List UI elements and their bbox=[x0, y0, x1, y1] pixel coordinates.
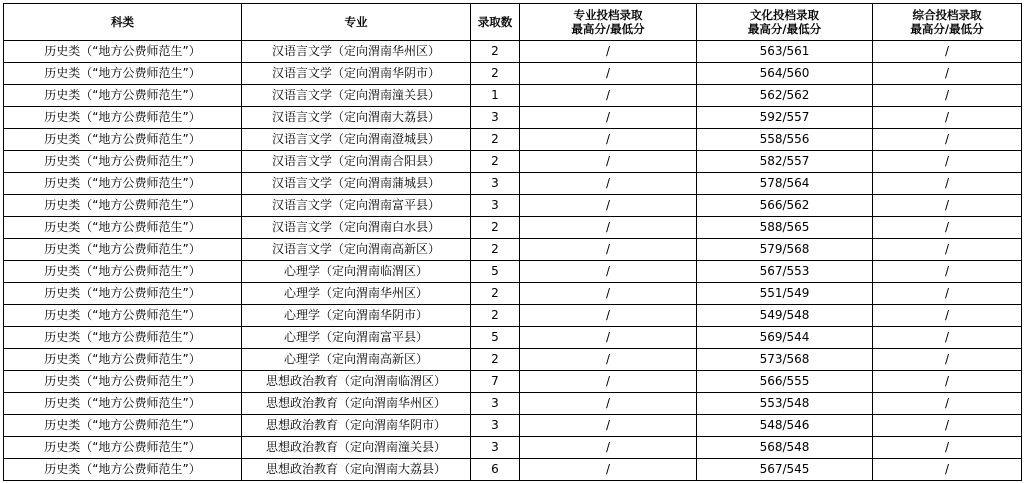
cell-major: 汉语言文学（定向渭南合阳县） bbox=[242, 151, 471, 173]
cell-count: 5 bbox=[471, 327, 520, 349]
cell-comprehensive-score: / bbox=[873, 283, 1022, 305]
table-body bbox=[4, 41, 1022, 481]
header-professional-line1: 专业投档录取 bbox=[573, 8, 643, 22]
cell-comprehensive-score: / bbox=[873, 151, 1022, 173]
cell-professional-score: / bbox=[520, 41, 697, 63]
cell-count: 3 bbox=[471, 195, 520, 217]
cell-count: 2 bbox=[471, 305, 520, 327]
cell-cultural-score: 562/562 bbox=[697, 85, 873, 107]
cell-count: 7 bbox=[471, 371, 520, 393]
table-row bbox=[4, 173, 1022, 195]
cell-comprehensive-score: / bbox=[873, 129, 1022, 151]
cell-professional-score: / bbox=[520, 327, 697, 349]
cell-cultural-score: 551/549 bbox=[697, 283, 873, 305]
table-row bbox=[4, 393, 1022, 415]
cell-major: 思想政治教育（定向渭南潼关县） bbox=[242, 437, 471, 459]
cell-major: 思想政治教育（定向渭南大荔县） bbox=[242, 459, 471, 481]
cell-cultural-score: 568/548 bbox=[697, 437, 873, 459]
cell-cultural-score: 553/548 bbox=[697, 393, 873, 415]
table-row bbox=[4, 85, 1022, 107]
cell-major: 心理学（定向渭南华阴市） bbox=[242, 305, 471, 327]
cell-professional-score: / bbox=[520, 107, 697, 129]
cell-professional-score: / bbox=[520, 415, 697, 437]
cell-count: 6 bbox=[471, 459, 520, 481]
cell-professional-score: / bbox=[520, 371, 697, 393]
cell-category: 历史类（“地方公费师范生”） bbox=[4, 283, 242, 305]
cell-major: 思想政治教育（定向渭南华州区） bbox=[242, 393, 471, 415]
table-row bbox=[4, 151, 1022, 173]
cell-cultural-score: 578/564 bbox=[697, 173, 873, 195]
cell-count: 2 bbox=[471, 129, 520, 151]
table-row bbox=[4, 261, 1022, 283]
cell-category: 历史类（“地方公费师范生”） bbox=[4, 63, 242, 85]
header-major: 专业 bbox=[242, 4, 471, 41]
cell-category: 历史类（“地方公费师范生”） bbox=[4, 129, 242, 151]
cell-major: 思想政治教育（定向渭南华阴市） bbox=[242, 415, 471, 437]
cell-major: 心理学（定向渭南华州区） bbox=[242, 283, 471, 305]
table-row bbox=[4, 195, 1022, 217]
cell-professional-score: / bbox=[520, 349, 697, 371]
cell-category: 历史类（“地方公费师范生”） bbox=[4, 261, 242, 283]
cell-comprehensive-score: / bbox=[873, 261, 1022, 283]
cell-count: 2 bbox=[471, 151, 520, 173]
cell-comprehensive-score: / bbox=[873, 107, 1022, 129]
cell-major: 心理学（定向渭南高新区） bbox=[242, 349, 471, 371]
cell-count: 2 bbox=[471, 239, 520, 261]
table-row bbox=[4, 217, 1022, 239]
cell-major: 心理学（定向渭南富平县） bbox=[242, 327, 471, 349]
cell-comprehensive-score: / bbox=[873, 41, 1022, 63]
cell-count: 3 bbox=[471, 437, 520, 459]
cell-cultural-score: 549/548 bbox=[697, 305, 873, 327]
table-row bbox=[4, 459, 1022, 481]
cell-count: 3 bbox=[471, 393, 520, 415]
cell-cultural-score: 564/560 bbox=[697, 63, 873, 85]
cell-cultural-score: 566/562 bbox=[697, 195, 873, 217]
cell-category: 历史类（“地方公费师范生”） bbox=[4, 107, 242, 129]
table-row bbox=[4, 41, 1022, 63]
cell-major: 汉语言文学（定向渭南白水县） bbox=[242, 217, 471, 239]
table-row bbox=[4, 107, 1022, 129]
cell-cultural-score: 592/557 bbox=[697, 107, 873, 129]
cell-professional-score: / bbox=[520, 239, 697, 261]
table-row bbox=[4, 129, 1022, 151]
cell-professional-score: / bbox=[520, 195, 697, 217]
cell-major: 汉语言文学（定向渭南大荔县） bbox=[242, 107, 471, 129]
cell-count: 2 bbox=[471, 63, 520, 85]
cell-major: 心理学（定向渭南临渭区） bbox=[242, 261, 471, 283]
cell-professional-score: / bbox=[520, 437, 697, 459]
cell-cultural-score: 567/553 bbox=[697, 261, 873, 283]
cell-count: 2 bbox=[471, 349, 520, 371]
cell-comprehensive-score: / bbox=[873, 371, 1022, 393]
cell-count: 2 bbox=[471, 41, 520, 63]
cell-comprehensive-score: / bbox=[873, 349, 1022, 371]
cell-major: 汉语言文学（定向渭南高新区） bbox=[242, 239, 471, 261]
cell-cultural-score: 569/544 bbox=[697, 327, 873, 349]
cell-category: 历史类（“地方公费师范生”） bbox=[4, 437, 242, 459]
table-row bbox=[4, 415, 1022, 437]
cell-comprehensive-score: / bbox=[873, 327, 1022, 349]
cell-count: 3 bbox=[471, 173, 520, 195]
table-row bbox=[4, 63, 1022, 85]
header-category: 科类 bbox=[4, 4, 242, 41]
cell-category: 历史类（“地方公费师范生”） bbox=[4, 415, 242, 437]
cell-professional-score: / bbox=[520, 261, 697, 283]
cell-cultural-score: 558/556 bbox=[697, 129, 873, 151]
cell-professional-score: / bbox=[520, 283, 697, 305]
cell-major: 汉语言文学（定向渭南富平县） bbox=[242, 195, 471, 217]
admissions-score-table bbox=[3, 3, 1022, 481]
cell-comprehensive-score: / bbox=[873, 63, 1022, 85]
cell-comprehensive-score: / bbox=[873, 459, 1022, 481]
cell-cultural-score: 579/568 bbox=[697, 239, 873, 261]
cell-category: 历史类（“地方公费师范生”） bbox=[4, 371, 242, 393]
cell-major: 汉语言文学（定向渭南澄城县） bbox=[242, 129, 471, 151]
cell-professional-score: / bbox=[520, 151, 697, 173]
cell-count: 1 bbox=[471, 85, 520, 107]
cell-comprehensive-score: / bbox=[873, 437, 1022, 459]
header-cultural-score bbox=[697, 4, 873, 41]
cell-comprehensive-score: / bbox=[873, 305, 1022, 327]
cell-category: 历史类（“地方公费师范生”） bbox=[4, 85, 242, 107]
cell-category: 历史类（“地方公费师范生”） bbox=[4, 327, 242, 349]
cell-comprehensive-score: / bbox=[873, 195, 1022, 217]
cell-category: 历史类（“地方公费师范生”） bbox=[4, 217, 242, 239]
cell-major: 汉语言文学（定向渭南蒲城县） bbox=[242, 173, 471, 195]
cell-category: 历史类（“地方公费师范生”） bbox=[4, 173, 242, 195]
cell-comprehensive-score: / bbox=[873, 239, 1022, 261]
cell-count: 2 bbox=[471, 283, 520, 305]
header-professional-line2: 最高分/最低分 bbox=[571, 22, 645, 36]
cell-professional-score: / bbox=[520, 305, 697, 327]
table-row bbox=[4, 239, 1022, 261]
cell-cultural-score: 566/555 bbox=[697, 371, 873, 393]
cell-major: 汉语言文学（定向渭南华州区） bbox=[242, 41, 471, 63]
cell-count: 3 bbox=[471, 107, 520, 129]
cell-category: 历史类（“地方公费师范生”） bbox=[4, 195, 242, 217]
cell-cultural-score: 548/546 bbox=[697, 415, 873, 437]
cell-category: 历史类（“地方公费师范生”） bbox=[4, 305, 242, 327]
cell-professional-score: / bbox=[520, 217, 697, 239]
cell-professional-score: / bbox=[520, 85, 697, 107]
cell-professional-score: / bbox=[520, 393, 697, 415]
table-row bbox=[4, 283, 1022, 305]
cell-comprehensive-score: / bbox=[873, 173, 1022, 195]
cell-category: 历史类（“地方公费师范生”） bbox=[4, 459, 242, 481]
cell-cultural-score: 567/545 bbox=[697, 459, 873, 481]
cell-cultural-score: 588/565 bbox=[697, 217, 873, 239]
cell-professional-score: / bbox=[520, 63, 697, 85]
cell-cultural-score: 573/568 bbox=[697, 349, 873, 371]
table-row bbox=[4, 305, 1022, 327]
cell-comprehensive-score: / bbox=[873, 85, 1022, 107]
cell-category: 历史类（“地方公费师范生”） bbox=[4, 151, 242, 173]
header-count: 录取数 bbox=[471, 4, 520, 41]
header-cultural-line1: 文化投档录取 bbox=[750, 8, 819, 22]
header-cultural-line2: 最高分/最低分 bbox=[747, 22, 822, 36]
cell-cultural-score: 563/561 bbox=[697, 41, 873, 63]
cell-category: 历史类（“地方公费师范生”） bbox=[4, 239, 242, 261]
header-comprehensive-line1: 综合投档录取 bbox=[912, 8, 982, 22]
cell-cultural-score: 582/557 bbox=[697, 151, 873, 173]
cell-comprehensive-score: / bbox=[873, 415, 1022, 437]
table-row bbox=[4, 437, 1022, 459]
cell-count: 5 bbox=[471, 261, 520, 283]
table-header-row bbox=[4, 4, 1022, 41]
table-row bbox=[4, 371, 1022, 393]
cell-major: 汉语言文学（定向渭南华阴市） bbox=[242, 63, 471, 85]
header-comprehensive-line2: 最高分/最低分 bbox=[910, 22, 984, 36]
header-comprehensive-score bbox=[873, 4, 1022, 41]
cell-category: 历史类（“地方公费师范生”） bbox=[4, 393, 242, 415]
cell-category: 历史类（“地方公费师范生”） bbox=[4, 41, 242, 63]
table-row bbox=[4, 349, 1022, 371]
cell-major: 思想政治教育（定向渭南临渭区） bbox=[242, 371, 471, 393]
header-professional-score bbox=[520, 4, 697, 41]
cell-count: 3 bbox=[471, 415, 520, 437]
cell-comprehensive-score: / bbox=[873, 393, 1022, 415]
cell-comprehensive-score: / bbox=[873, 217, 1022, 239]
cell-professional-score: / bbox=[520, 173, 697, 195]
cell-professional-score: / bbox=[520, 129, 697, 151]
table-row bbox=[4, 327, 1022, 349]
cell-professional-score: / bbox=[520, 459, 697, 481]
cell-count: 2 bbox=[471, 217, 520, 239]
cell-major: 汉语言文学（定向渭南潼关县） bbox=[242, 85, 471, 107]
cell-category: 历史类（“地方公费师范生”） bbox=[4, 349, 242, 371]
